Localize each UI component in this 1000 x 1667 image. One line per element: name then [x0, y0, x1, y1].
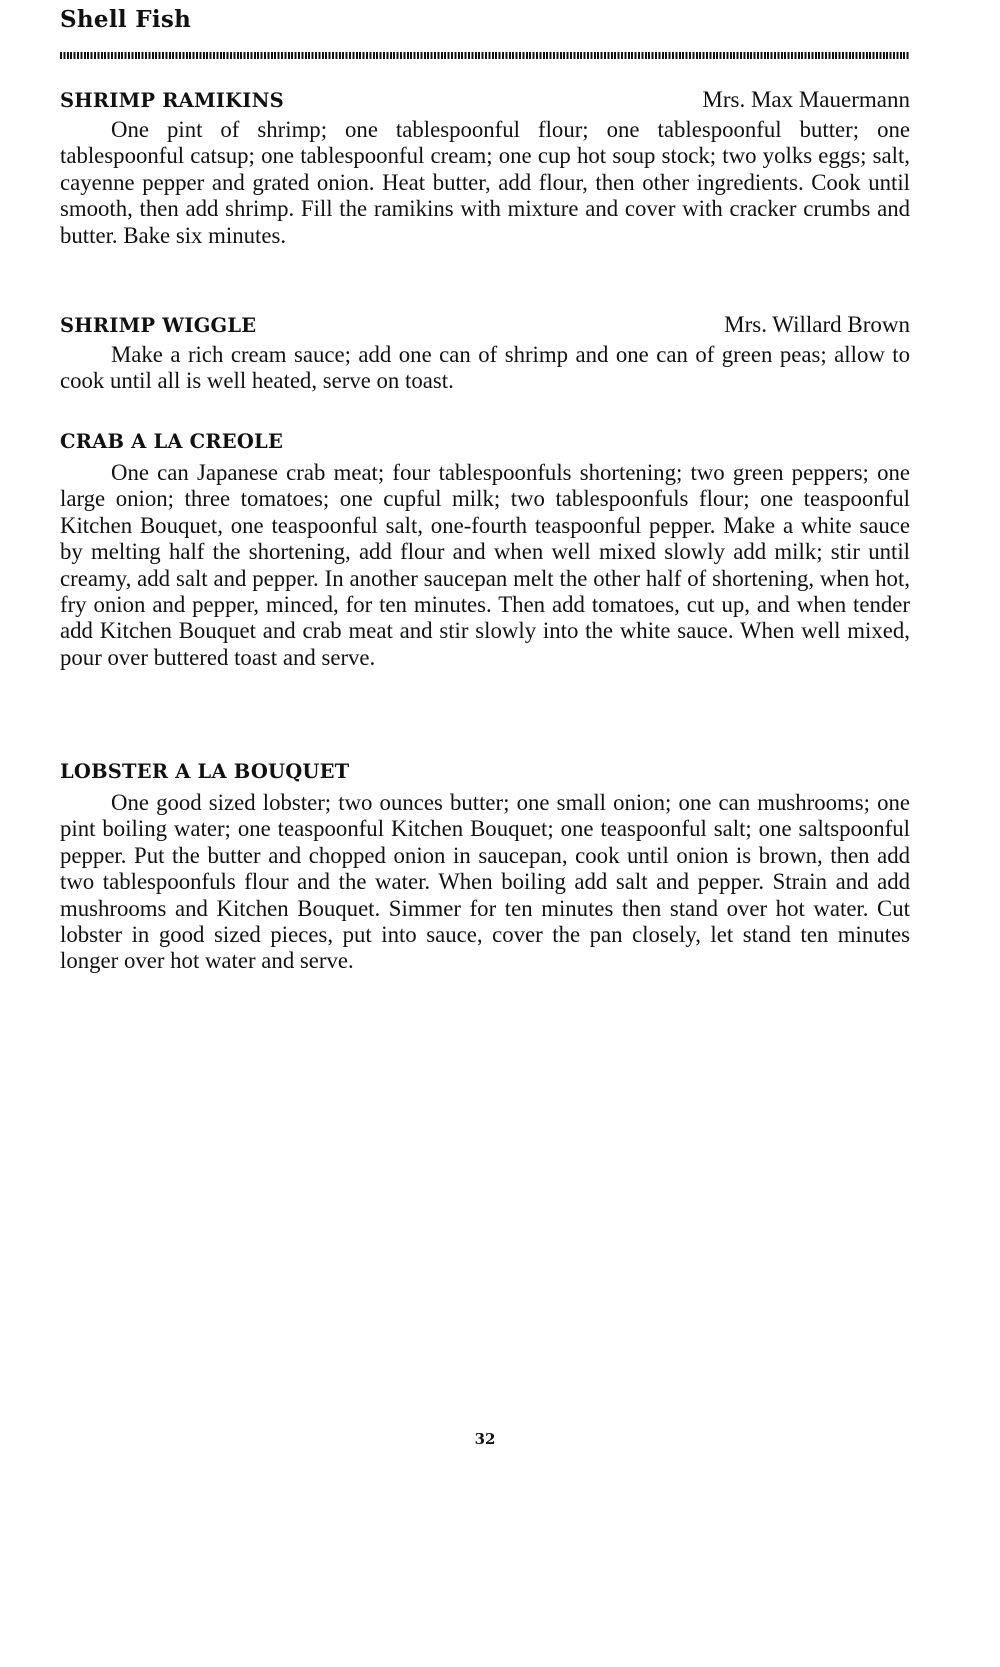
recipe-title: LOBSTER A LA BOUQUET	[60, 760, 350, 783]
recipe-text: One can Japanese crab meat; four tablespoonfuls shortening; two green peppers; one large onion; three tomatoes; one cupful milk; two tablespoonfuls flour; one teaspoonful Kitchen Bouquet, one teaspoonful salt, one-fourth teaspoonful pepper. Make a white sauce by melting half the shortening, add flour and when well mixed slowly add milk; stir until creamy, add salt and pepper. In another saucepan melt the other half of shortening, when hot, fry onion and pepper, minced, for ten minutes. Then add tomatoes, cut up, and when tender add Kitchen Bouquet and crab meat and stir slowly into the white sauce. When well mixed, pour over buttered toast and serve.	[60, 460, 910, 670]
recipe-text: One good sized lobster; two ounces butter; one small onion; one can mushrooms; one pint boiling water; one teaspoonful Kitchen Bouquet; one teaspoonful salt; one saltspoonful pepper. Put the butter and chopped onion in saucepan, cook until onion is brown, then add two tablespoonfuls flour and the water. When boiling add salt and pepper. Strain and add mushrooms and Kitchen Bouquet. Simmer for ten minutes then stand over hot water. Cut lobster in good sized pieces, put into sauce, cover the pan closely, let stand ten minutes longer over hot water and serve.	[60, 790, 910, 974]
recipe-header	[60, 430, 910, 460]
recipe-header	[60, 312, 910, 342]
recipe-title: SHRIMP RAMIKINS	[60, 89, 284, 112]
recipe-crab-a-la-creole	[60, 430, 910, 671]
cookbook-page	[60, 0, 910, 1667]
page-number: 32	[474, 1430, 496, 1448]
recipe-lobster-a-la-bouquet	[60, 760, 910, 975]
recipe-title: SHRIMP WIGGLE	[60, 314, 257, 337]
header-rule	[60, 52, 910, 59]
recipe-header	[60, 760, 910, 790]
recipe-header	[60, 87, 910, 117]
section-title: Shell Fish	[60, 6, 192, 33]
recipe-author: Mrs. Willard Brown	[724, 312, 910, 337]
recipe-author: Mrs. Max Mauermann	[702, 87, 910, 112]
recipe-title: CRAB A LA CREOLE	[60, 430, 284, 453]
recipe-text: One pint of shrimp; one tablespoonful flour; one tablespoonful butter; one tablespoonful catsup; one tablespoonful cream; one cup hot soup stock; two yolks eggs; salt, cayenne pepper and grated onion. Heat butter, add flour, then other ingredients. Cook until smooth, then add shrimp. Fill the ramikins with mixture and cover with cracker crumbs and butter. Bake six minutes.	[60, 117, 910, 248]
recipe-shrimp-wiggle	[60, 312, 910, 395]
recipe-text: Make a rich cream sauce; add one can of shrimp and one can of green peas; allow to cook until all is well heated, serve on toast.	[60, 342, 910, 394]
recipe-shrimp-ramikins	[60, 87, 910, 249]
